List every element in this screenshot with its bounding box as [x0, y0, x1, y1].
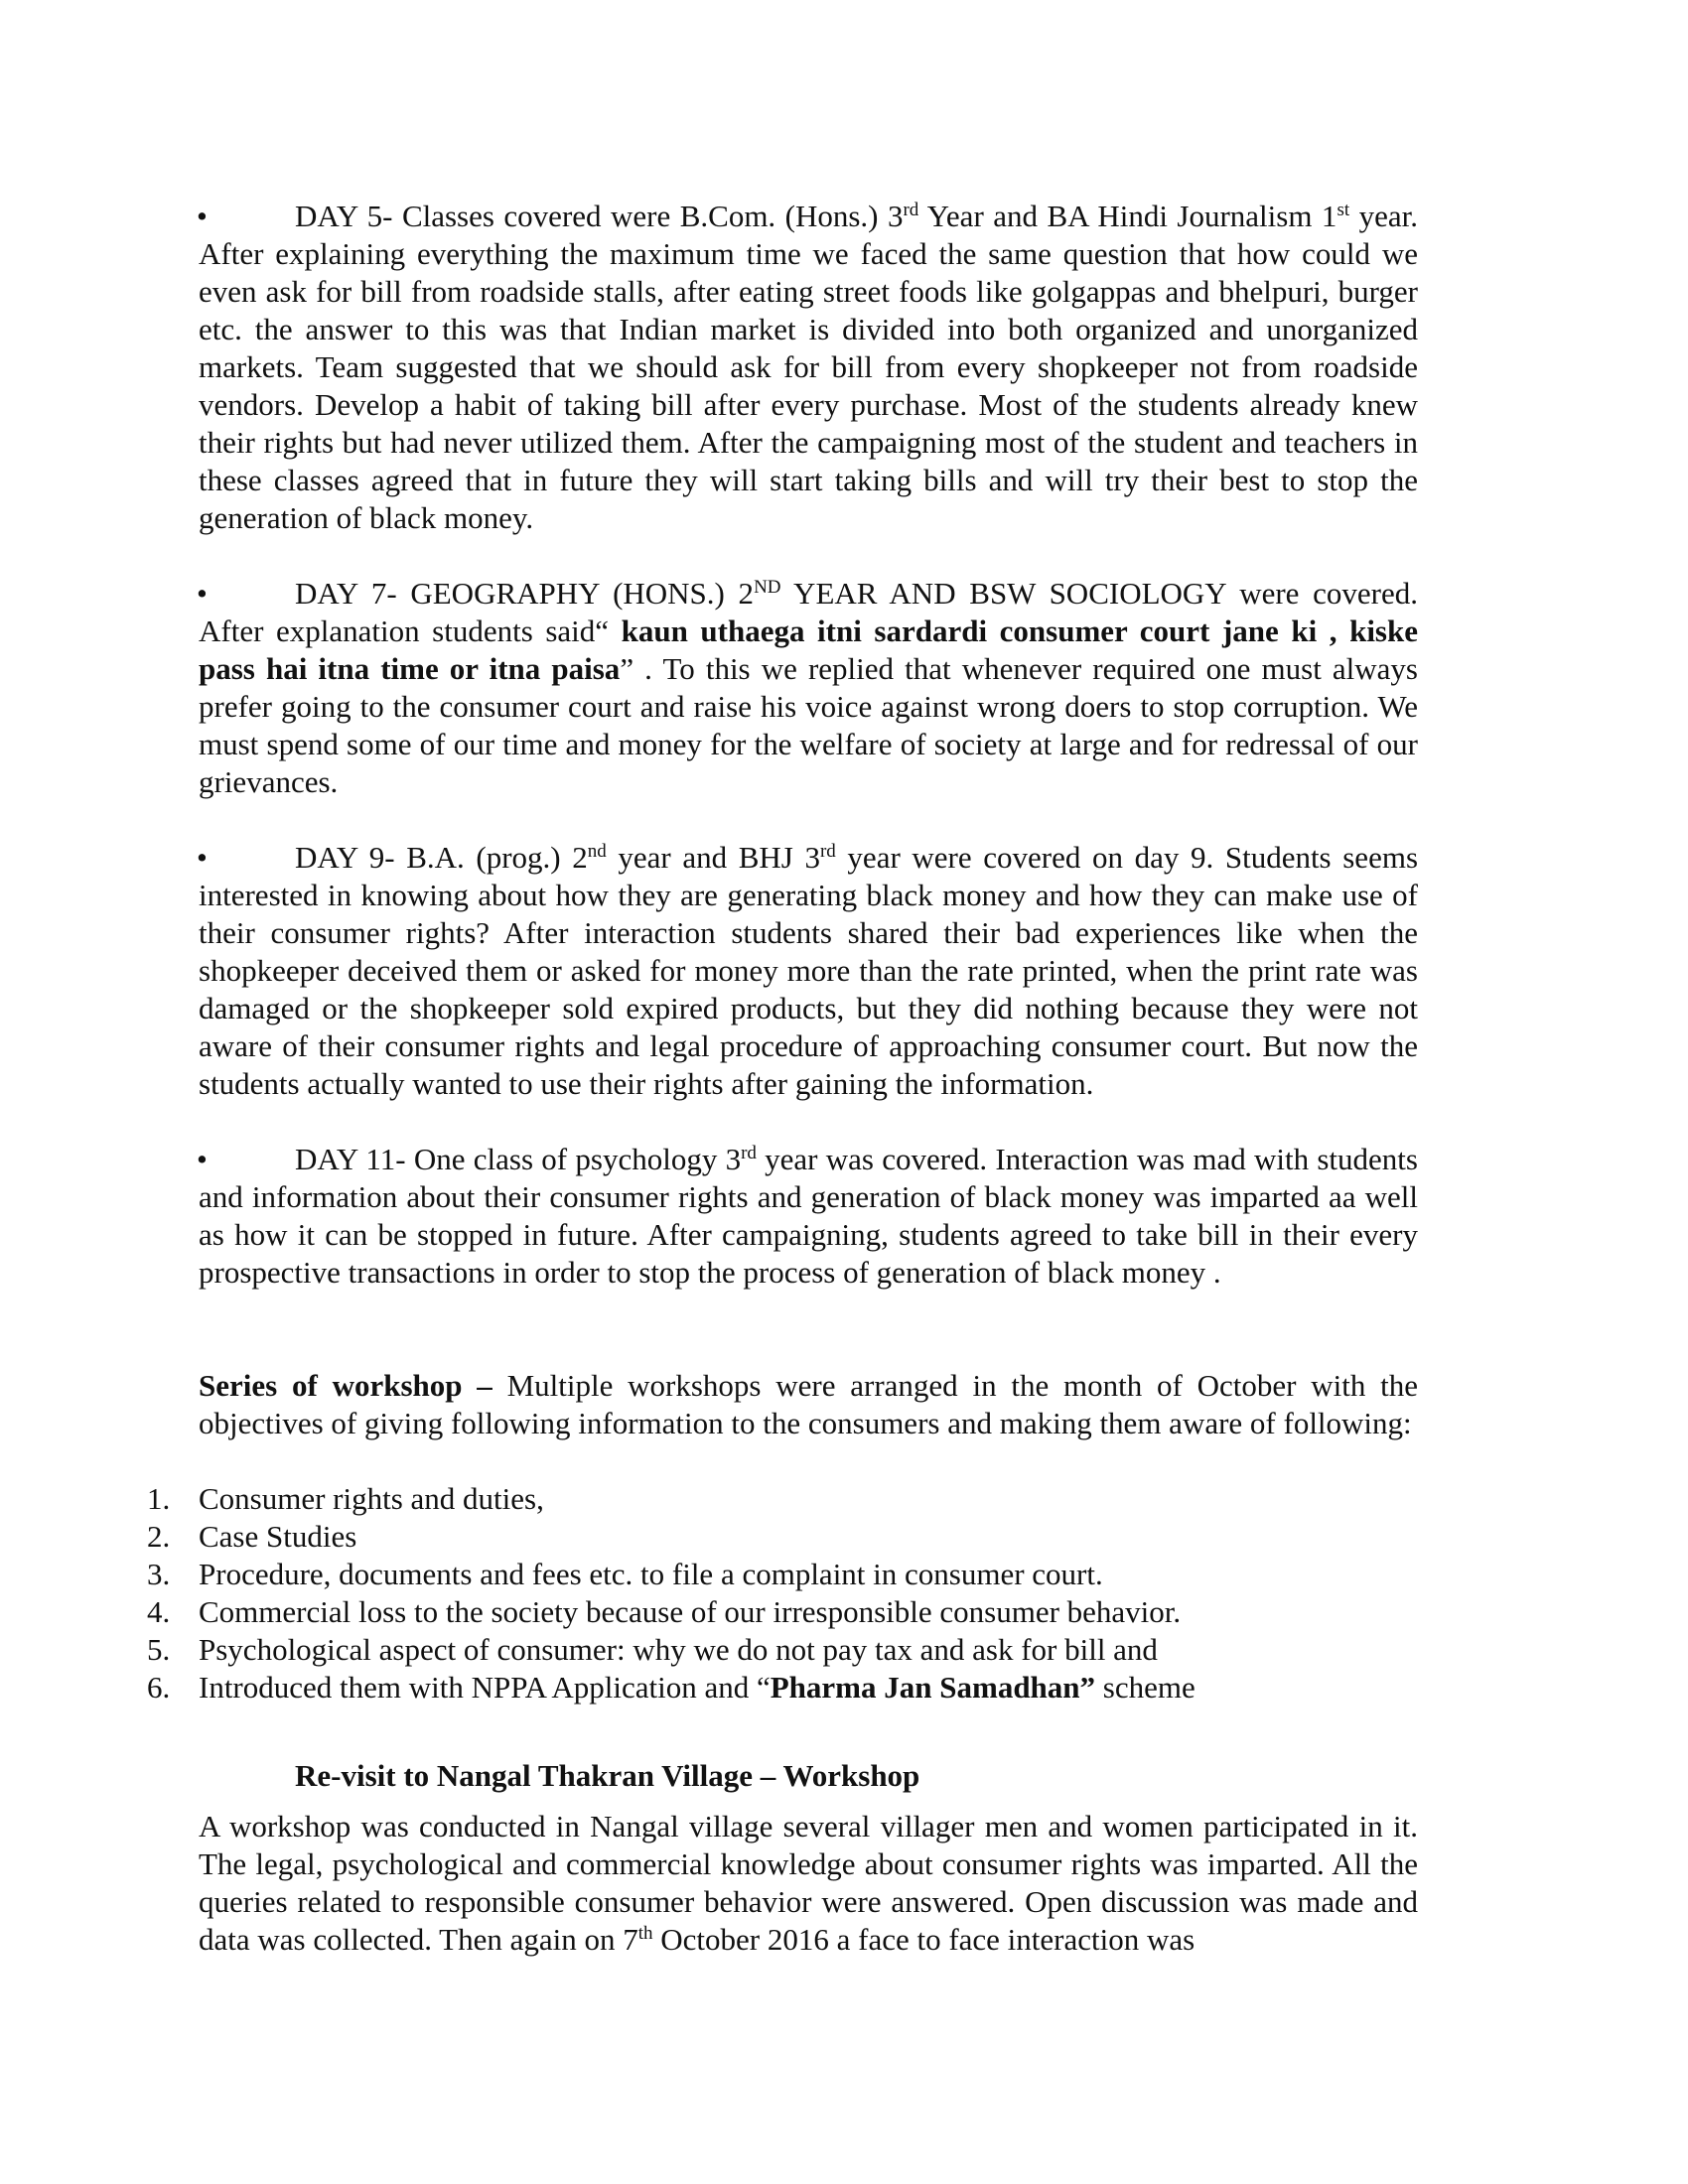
list-item-text: Procedure, documents and fees etc. to file a complaint in consumer court.	[199, 1557, 1103, 1591]
bullet-icon: •	[197, 199, 208, 233]
superscript: rd	[903, 200, 919, 220]
list-number: 1.	[147, 1481, 171, 1516]
day5-paragraph	[199, 198, 1418, 537]
day7-paragraph	[199, 575, 1418, 801]
day9-text: year were covered on day 9. Students seems interested in knowing about how they are generating black money and how they can make use of their consumer rights? After interaction students shared their bad experiences like when the shopkeeper deceived them or asked for money more than the rate printed, when the print rate was damaged or the shopkeeper sold expired products, but they did nothing because they were not aware of their consumer rights and legal procedure of approaching consumer court. But now the students actually wanted to use their rights after gaining the information.	[199, 840, 1419, 1101]
list-item-text: Commercial loss to the society because of our irresponsible consumer behavior.	[199, 1594, 1182, 1629]
series-title: Series of workshop –	[199, 1368, 492, 1403]
day9-lead: DAY 9- B.A. (prog.) 2	[295, 840, 588, 875]
day9-mid: year and BHJ 3	[606, 840, 820, 875]
list-item-text: Case Studies	[199, 1519, 357, 1554]
bullet-icon: •	[197, 576, 208, 611]
superscript: nd	[587, 841, 607, 862]
day11-paragraph	[199, 1141, 1418, 1292]
list-number: 6.	[147, 1670, 171, 1705]
bullet-icon: •	[197, 1142, 208, 1176]
section-heading: Re-visit to Nangal Thakran Village – Workshop	[295, 1758, 920, 1793]
series-text: Multiple workshops were arranged in the month of October with the objectives of giving following information to the consumers and making them aware of following:	[199, 1368, 1418, 1440]
superscript: st	[1336, 200, 1350, 220]
list-item	[147, 1631, 1418, 1669]
day9-paragraph	[199, 839, 1418, 1103]
day7-quote: kaun uthaega itni sardardi consumer court jane ki , kiske pass hai itna time or itna paisa	[199, 614, 1418, 686]
day7-text: ” . To this we replied that whenever required one must always prefer going to the consumer court and raise his voice against wrong doers to stop corruption. We must spend some of our time and money for the welfare of society at large and for redressal of our grievances.	[199, 651, 1419, 799]
revisit-text: A workshop was conducted in Nangal village several villager men and women participated in it. The legal, psychological and commercial knowledge about consumer rights was imparted. All the queries related to responsible consumer behavior were answered. Open discussion was made and data was collected. Then again on 7	[199, 1809, 1418, 1957]
bullet-icon: •	[197, 840, 208, 875]
day5-lead: DAY 5- Classes covered were B.Com. (Hons.) 3	[295, 199, 904, 233]
workshop-topics-list	[147, 1480, 1418, 1706]
list-item	[147, 1480, 1418, 1518]
list-item-text: Psychological aspect of consumer: why we do not pay tax and ask for bill and	[199, 1632, 1158, 1667]
day7-lead: DAY 7- GEOGRAPHY (HONS.) 2	[295, 576, 755, 611]
day5-mid: Year and BA Hindi Journalism 1	[918, 199, 1337, 233]
list-item-text: Introduced them with NPPA Application and “	[199, 1670, 771, 1705]
day11-lead: DAY 11- One class of psychology 3	[295, 1142, 742, 1176]
scheme-name: Pharma Jan Samadhan”	[770, 1670, 1096, 1705]
list-number: 3.	[147, 1557, 171, 1591]
list-item	[147, 1593, 1418, 1631]
revisit-paragraph	[199, 1808, 1418, 1959]
list-number: 4.	[147, 1594, 171, 1629]
revisit-text-continued: October 2016 a face to face interaction was	[652, 1922, 1196, 1957]
superscript: rd	[741, 1143, 757, 1163]
list-item-text: Consumer rights and duties,	[199, 1481, 544, 1516]
series-paragraph	[199, 1367, 1418, 1442]
day11-text: year was covered. Interaction was mad with students and information about their consumer rights and generation of black money was imparted aa well as how it can be stopped in future. After campaigning, students agreed to take bill in their every prospective transactions in order to stop the process of generation of black money .	[199, 1142, 1418, 1290]
list-item	[147, 1669, 1418, 1706]
day5-text: year. After explaining everything the maximum time we faced the same question that how could we even ask for bill from roadside stalls, after eating street foods like golgappas and bhelpuri, burger etc. the answer to this was that Indian market is divided into both organized and unorganized markets. Team suggested that we should ask for bill from every shopkeeper not from roadside vendors. Develop a habit of taking bill after every purchase. Most of the students already knew their rights but had never utilized them. After the campaigning most of the student and teachers in these classes agreed that in future they will start taking bills and will try their best to stop the generation of black money.	[199, 199, 1418, 535]
list-number: 5.	[147, 1632, 171, 1667]
list-number: 2.	[147, 1519, 171, 1554]
superscript: rd	[819, 841, 836, 862]
superscript: ND	[754, 577, 781, 598]
superscript: th	[637, 1923, 653, 1944]
list-item	[147, 1556, 1418, 1593]
list-item-text: scheme	[1095, 1670, 1196, 1705]
list-item	[147, 1518, 1418, 1556]
day7-mid: YEAR AND BSW SOCIOLOGY were covered. After explanation students said“	[199, 576, 1418, 648]
